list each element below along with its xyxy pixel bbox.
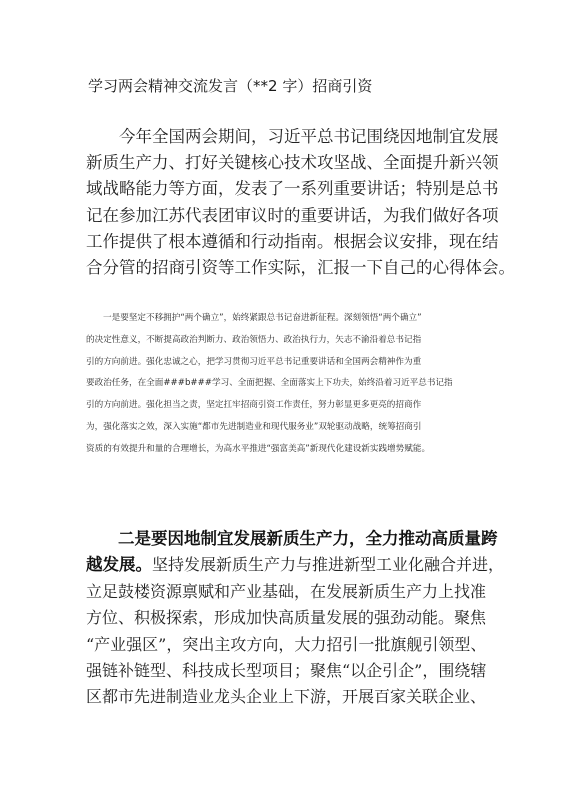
intro-line: 域战略能力等方面，发表了一系列重要讲话；特别是总书 — [86, 179, 499, 199]
section-one-line: 资质的有效提升和量的合理增长，为高水平推进“强富美高”新现代化建设新实践增势赋能。 — [86, 443, 431, 454]
section-one-line: 引的方向前进。强化担当之责，坚定扛牢招商引资工作责任，努力彰显更多更亮的招商作 — [86, 400, 422, 411]
section-one-paragraph — [86, 308, 490, 461]
intro-line: 合分管的招商引资等工作实际，汇报一下自己的心得体会。 — [86, 258, 515, 278]
intro-paragraph — [86, 124, 515, 281]
section-two-paragraph — [86, 526, 505, 711]
section-two-line: “产业强区”，突出主攻方向，大力招引一批旗舰引领型、 — [86, 634, 487, 654]
section-two-line — [86, 552, 505, 578]
section-one-line: 一是要坚定不移拥护“两个确立”，始终紧跟总书记奋进新征程。深刻领悟“两个确立” — [103, 313, 422, 323]
section-two-line — [86, 526, 498, 552]
intro-line: 记在参加江苏代表团审议时的重要讲话，为我们做好各项 — [86, 205, 499, 225]
document-title: 学习两会精神交流发言（**2 字）招商引资 — [88, 77, 373, 95]
intro-line: 新质生产力、打好关键核心技术攻坚战、全面提升新兴领 — [86, 153, 499, 173]
section-one-line: 为，强化落实之效，深入实施“都市先进制造业和现代服务业”双轮驱动战略，统筹招商引 — [86, 421, 422, 432]
section-one-line: 的决定性意义，不断提高政治判断力、政治领悟力、政治执行力，矢志不渝沿着总书记指 — [86, 334, 422, 345]
intro-line: 工作提供了根本遵循和行动指南。根据会议安排，现在结 — [86, 231, 499, 251]
section-one-line: 引的方向前进。强化忠诚之心，把学习贯彻习近平总书记重要讲话和全国两会精神作为重 — [86, 356, 422, 367]
section-two-heading: 二是要因地制宜发展新质生产力，全力推动高质量跨 — [118, 529, 498, 548]
section-one-line: 要政治任务，在全面###b###学习、全面把握、全面落实上下功夫，始终沿着习近平总书记指 — [86, 378, 453, 389]
section-two-line: 强链补链型、科技成长型项目；聚焦“以企引企”，围绕辖 — [86, 661, 487, 681]
intro-line: 今年全国两会期间，习近平总书记围绕因地制宜发展 — [119, 127, 499, 146]
section-two-text: 坚持发展新质生产力与推进新型工业化融合并进， — [152, 555, 505, 575]
section-two-heading-end: 越发展。 — [86, 555, 152, 575]
section-two-line: 区都市先进制造业龙头企业上下游，开展百家关联企业、 — [86, 687, 487, 707]
section-two-line: 立足鼓楼资源禀赋和产业基础，在发展新质生产力上找准 — [86, 581, 487, 601]
section-two-line: 方位、积极探索，形成加快高质量发展的强劲动能。聚焦 — [86, 608, 487, 628]
